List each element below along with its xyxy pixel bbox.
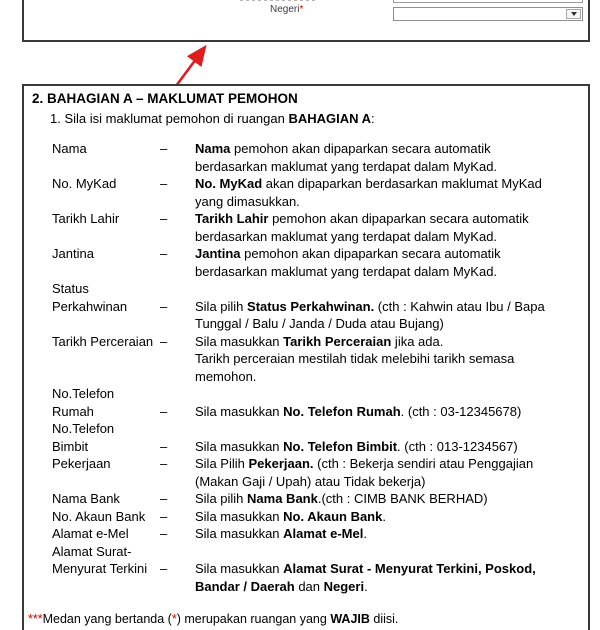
text-segment: .: [382, 508, 386, 524]
text-segment: No. Telefon Rumah: [283, 403, 401, 419]
dash-separator: [160, 158, 195, 176]
dash-separator: [160, 280, 195, 298]
field-label: Tarikh Lahir: [52, 211, 120, 226]
field-description: [195, 263, 582, 281]
text-segment: No. Telefon Bimbit: [283, 438, 398, 454]
dash-separator: [160, 385, 195, 403]
field-description: [195, 438, 582, 456]
dash-separator: –: [160, 211, 168, 226]
field-description: [195, 368, 582, 386]
text-segment: Negeri: [323, 578, 365, 594]
text-segment: WAJIB: [330, 612, 370, 626]
text-segment: Alamat e-Mel: [283, 526, 364, 541]
field-row: [52, 333, 582, 386]
text-segment: .: [363, 526, 367, 541]
text-segment: Tarikh Perceraian: [283, 333, 392, 349]
text-segment: Pekerjaan.: [248, 456, 314, 471]
text-segment: .(cth : CIMB BANK BERHAD): [317, 491, 488, 506]
dash-separator: [160, 193, 195, 211]
field-description: [195, 560, 582, 578]
text-segment: Tunggal / Balu / Janda / Duda atau Bujang): [195, 316, 444, 331]
dash-separator: –: [160, 508, 168, 524]
text-segment: jika ada.: [391, 333, 444, 349]
field-description: [195, 525, 582, 543]
dash-separator: [160, 350, 195, 368]
text-segment: berdasarkan maklumat yang terdapat dalam MyKad.: [195, 228, 498, 244]
field-label: [52, 368, 160, 386]
dash-separator: –: [160, 491, 168, 506]
field-description: [195, 228, 582, 246]
field-label: No.Telefon: [52, 421, 115, 436]
field-label: [52, 158, 160, 176]
field-row: [52, 280, 582, 333]
text-segment: Tarikh perceraian mestilah tidak melebihi tarikh semasa: [195, 351, 515, 366]
text-segment: Sila Pilih: [195, 456, 249, 471]
text-segment: Sila masukkan: [195, 333, 284, 349]
field-row: [52, 420, 582, 455]
text-segment: Sila masukkan: [195, 561, 284, 576]
dash-separator: [160, 420, 195, 438]
dash-separator: [160, 228, 195, 246]
field-description: [195, 245, 582, 263]
text-segment: BAHAGIAN A: [288, 111, 372, 126]
text-segment: Sila pilih: [195, 298, 248, 314]
dash-separator: –: [160, 333, 168, 349]
text-segment: 1. Sila isi maklumat pemohon di ruangan: [50, 111, 289, 126]
clipped-text-input[interactable]: [393, 0, 583, 3]
field-label: Pekerjaan: [52, 456, 111, 471]
text-segment: berdasarkan maklumat yang terdapat dalam MyKad.: [195, 158, 498, 174]
required-asterisk: *: [299, 4, 304, 15]
text-segment: pemohon akan dipaparkan secara automatik: [230, 141, 491, 156]
field-label: Bimbit: [52, 438, 89, 454]
text-segment: Jantina: [195, 246, 241, 261]
field-label: Status: [52, 281, 89, 296]
clipped-field-label: [240, 0, 318, 1]
field-row: [52, 508, 582, 526]
text-segment: (Makan Gaji / Upah) atau Tidak bekerja): [195, 473, 426, 489]
text-segment: akan dipaparkan berdasarkan maklumat MyKad: [262, 176, 542, 191]
text-segment: ) merupakan ruangan yang: [176, 612, 331, 626]
field-description: [195, 315, 582, 333]
field-description: [195, 455, 582, 473]
text-segment: Alamat Surat - Menyurat Terkini, Poskod,: [283, 561, 536, 576]
dash-separator: [160, 315, 195, 333]
text-segment: Sila masukkan: [195, 403, 284, 419]
text-segment: . (cth : 013-1234567): [397, 438, 518, 454]
negeri-field-label: [270, 4, 303, 15]
dash-separator: –: [160, 246, 168, 261]
text-segment: dan: [294, 578, 324, 594]
field-row: [52, 385, 582, 420]
field-description: [195, 420, 582, 438]
dash-separator: [160, 543, 195, 561]
field-label: Menyurat Terkini: [52, 561, 148, 576]
field-label: [52, 263, 160, 281]
field-label: Nama: [52, 141, 87, 156]
field-row: [52, 140, 582, 175]
dash-separator: –: [160, 526, 168, 541]
dash-separator: –: [160, 141, 168, 156]
field-label: Alamat Surat-: [52, 543, 132, 559]
text-segment: . (cth : 03-12345678): [400, 403, 522, 419]
field-label: [52, 315, 160, 333]
text-segment: Tarikh Lahir: [195, 211, 269, 226]
text-segment: berdasarkan maklumat yang terdapat dalam MyKad.: [195, 263, 498, 279]
text-segment: memohon.: [195, 368, 257, 384]
field-description: [195, 543, 582, 561]
field-row: [52, 175, 582, 210]
red-asterisk-text: *: [171, 612, 177, 626]
field-description: [195, 210, 582, 228]
text-segment: Nama Bank: [247, 491, 318, 506]
text-segment: Sila masukkan: [195, 438, 284, 454]
field-row: [52, 455, 582, 490]
field-description: [195, 578, 582, 596]
field-label: [52, 350, 160, 368]
text-segment: :: [371, 111, 375, 126]
field-label: No. MyKad: [52, 176, 117, 191]
field-label: Tarikh Perceraian: [52, 333, 154, 349]
field-label: [52, 193, 160, 211]
text-segment: yang dimasukkan.: [195, 193, 300, 209]
dash-separator: [160, 263, 195, 281]
chevron-down-icon[interactable]: [566, 9, 581, 19]
text-segment: pemohon akan dipaparkan secara automatik: [268, 211, 529, 226]
dash-separator: –: [160, 176, 168, 191]
text-segment: No. Akaun Bank: [283, 508, 383, 524]
field-label: Jantina: [52, 246, 94, 261]
text-segment: Sila masukkan: [195, 526, 284, 541]
instruction-box: [22, 84, 590, 630]
text-segment: Status Perkahwinan.: [247, 298, 375, 314]
field-description: [195, 140, 582, 158]
field-label: Alamat e-Mel: [52, 526, 129, 541]
text-segment: pemohon akan dipaparkan secara automatik: [240, 246, 501, 261]
field-label: Rumah: [52, 403, 94, 419]
text-segment: .: [364, 578, 368, 594]
dash-separator: [160, 368, 195, 386]
text-segment: Medan yang bertanda (: [42, 612, 172, 626]
field-description: [195, 490, 582, 508]
field-label: [52, 228, 160, 246]
text-segment: diisi.: [369, 612, 399, 626]
field-description: [195, 175, 582, 193]
field-description: [195, 298, 582, 316]
negeri-label-text: Negeri: [270, 4, 300, 15]
text-segment: No. MyKad: [195, 176, 263, 191]
dash-separator: [160, 473, 195, 491]
field-row: [52, 525, 582, 543]
field-description: [195, 280, 582, 298]
text-segment: (cth : Kahwin atau Ibu / Bapa: [374, 298, 545, 314]
field-label: No. Akaun Bank: [52, 508, 146, 524]
field-description: [195, 403, 582, 421]
negeri-select[interactable]: [393, 7, 583, 21]
field-description: [195, 508, 582, 526]
field-description: [195, 350, 582, 368]
field-rows: [24, 140, 588, 595]
text-segment: Sila pilih: [195, 491, 248, 506]
field-description: [195, 333, 582, 351]
required-fields-footnote: [28, 611, 588, 628]
field-row: [52, 245, 582, 280]
dash-separator: [160, 578, 195, 596]
dash-separator: –: [160, 298, 168, 314]
field-row: [52, 490, 582, 508]
field-description: [195, 385, 582, 403]
field-label: Perkahwinan: [52, 298, 128, 314]
form-screenshot-fragment: [22, 0, 590, 42]
field-row: [52, 210, 582, 245]
text-segment: Bandar / Daerah: [195, 578, 295, 594]
field-label: [52, 578, 160, 596]
section-heading: 2. BAHAGIAN A – MAKLUMAT PEMOHON: [32, 91, 298, 106]
dash-separator: –: [160, 561, 168, 576]
dash-separator: –: [160, 438, 168, 454]
field-description: [195, 193, 582, 211]
field-label: No.Telefon: [52, 386, 115, 401]
field-label: Nama Bank: [52, 491, 120, 506]
text-segment: Nama: [195, 141, 231, 156]
red-asterisk-text: ***: [28, 612, 43, 626]
dash-separator: –: [160, 403, 168, 419]
text-segment: (cth : Bekerja sendiri atau Penggajian: [313, 456, 534, 471]
field-row: [52, 543, 582, 596]
field-description: [195, 158, 582, 176]
text-segment: Sila masukkan: [195, 508, 284, 524]
instruction-line: [50, 110, 588, 127]
dash-separator: –: [160, 456, 168, 471]
field-description: [195, 473, 582, 491]
field-label: [52, 473, 160, 491]
